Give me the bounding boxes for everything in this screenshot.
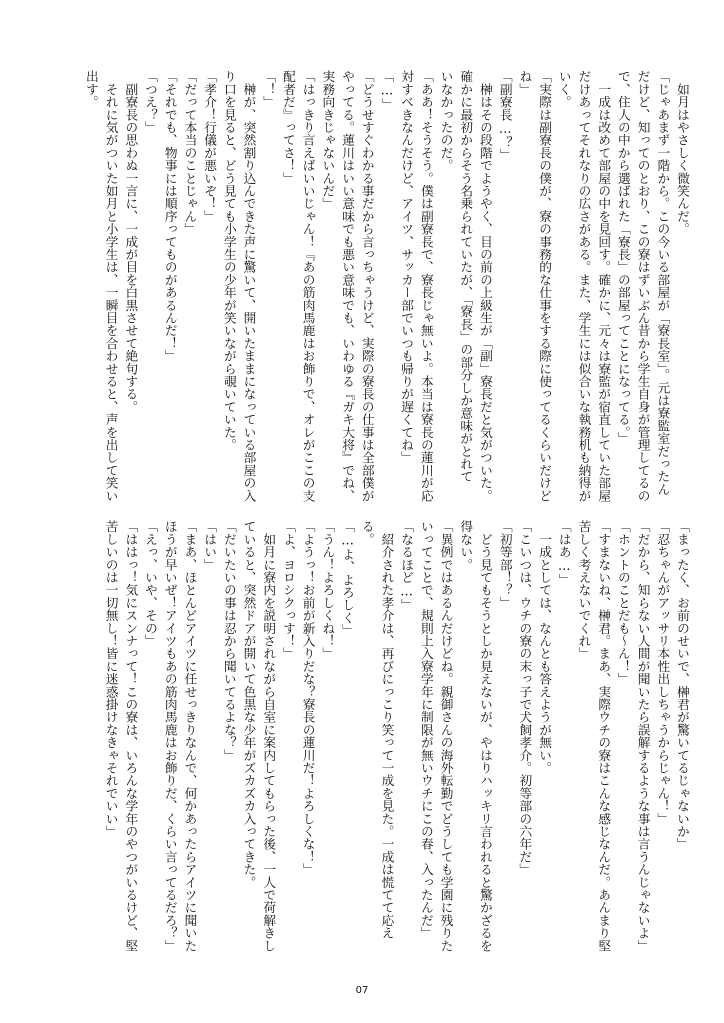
text-line: 対すべきなんだけど、アイツ、サッカー部でいつも帰りが遅くてね」 [399,70,415,464]
text-line: 「つえ？」 [143,70,159,134]
text-line: 「はっきり言えばいいじゃん！『あの筋肉馬鹿はお飾りで、オレがここの支 [300,70,316,502]
text-block-lower [101,520,692,952]
text-line: 「うん！よろしくね！」 [320,520,336,660]
text-line: 「だいたいの事は忍から聞いてるよな？」 [221,520,237,762]
text-line: 配者だ』ってさ！」 [280,70,296,185]
text-line: やってる。蓮川はいい意味でも悪い意味でも、いわゆる『ガキ大将』でね、 [340,70,356,502]
text-line: 「忍ちゃんがアッサリ本性出しちゃうからじゃん！」 [655,520,671,825]
text-line: 「ああ！そうそう。僕は副寮長で、寮長じゃ無いよ。本当は寮長の蓮川が応 [418,70,434,502]
text-line: 「じゃあまず一階から。この今いる部屋が「寮長室」。元は寮監室だったん [655,70,671,496]
text-line: 「はい」 [202,520,218,571]
text-line: 「ははっ！気にスンナって！この寮は、いろんな学年のやつがいるけど、堅 [123,520,139,952]
text-line: だけあってそれなりの広さがある。また、学生には似合いな執務机も納得が [576,70,592,502]
text-line: 「異例ではあるんだけどね。親御さんの海外転勤でどうしても学園に残りた [438,520,454,952]
text-line: 「よ、ヨロシクっす！」 [280,520,296,660]
text-line: 如月はやさしく微笑んだ。 [675,70,690,236]
text-line: る。 [359,520,375,546]
text-line: 「なるほど…」 [399,520,415,612]
text-line: 出す。 [83,70,99,109]
text-line: 「副寮長…？」 [497,70,513,162]
text-line: 「ようっ！お前が新入りだな？寮長の蓮川だ！よろしくな！」 [300,520,316,876]
text-line: 「ホントのことだも～ん！」 [615,520,631,686]
text-line: 実務向きじゃないんだ」 [320,70,336,210]
text-line: 「それでも、物事には順序ってものがあるんだ！」 [162,70,178,363]
text-line: ほうが早いぜ！アイツもあの筋肉馬鹿はお飾りだ、くらい言ってるだろ？」 [162,520,178,952]
text-line: いなかったのだ。 [438,70,454,172]
text-line: どう見てもそうとしか見えないが、やはりハッキリ言われると驚かざるを [477,520,493,952]
text-line: 「だって本当のことじゃん」 [182,70,198,236]
text-line: で、住人の中から選ばれた「寮長」の部屋ってことになってる。」 [615,70,631,445]
text-line: 「まあ、ほとんどアイツに任せっきりなんで、何かあったらアイツに聞いた [182,520,198,952]
text-line: 「…よ、よろしく」 [340,520,356,637]
text-line: それに気がついた如月と小学生は、一瞬目を合わせると、声を出して笑い [103,70,119,502]
text-line: 紹介された孝介は、再びにっこり笑って一成を見た。一成は慌てて応え [379,520,395,940]
text-line: 如月に寮内を説明されながら自室に案内してもらった後、一人で荷解きし [261,520,277,952]
text-line: 一成としては、なんとも答えようが無い。 [537,520,553,774]
text-line: 「孝介！行儀が悪いぞ！」 [202,70,218,223]
text-line: 「どうせすぐわかる事だから言っちゃうけど、実際の寮長の仕事は全部僕が [359,70,375,502]
text-line: いってことで、規則上入寮学年に制限が無いウチにこの春、入ったんだ」 [418,520,434,940]
text-line: ね」 [517,70,533,96]
text-line: 「実際は副寮長の僕が、寮の事務的な仕事をする際に使ってるくらいだけど [537,70,553,502]
text-line: 「すまないね、榊君。まあ、実際ウチの寮はこんな感じなんだ。あんまり堅 [596,520,612,952]
text-line: 「こいつは、ウチの寮の末っ子で犬飼孝介。初等部の六年だ」 [517,520,533,876]
text-line: 得ない。 [458,520,474,571]
text-line: 「…」 [379,70,395,111]
text-line: ていると、突然ドアが開いて色黒な少年がズカズカ入ってきた。 [241,520,257,889]
text-line: いく。 [556,70,572,109]
text-line: 「！」 [261,70,277,109]
text-line: 苦しく考えないでくれ」 [576,520,592,660]
text-line: 「だから、知らない人間が聞いたら誤解するような事は言うんじゃないよ」 [635,520,651,952]
page-number: 07 [355,985,369,996]
text-line: 一成は改めて部屋の中を見回す。確かに、元々は寮監が宿直していた部屋 [596,70,612,502]
text-line: 「まったく、お前のせいで、榊君が驚いてるじゃないか」 [675,520,690,851]
text-line: 副寮長の思わぬ一言に、一成が目を白黒させて絶句する。 [123,70,139,413]
text-line: 榊が、突然割り込んできた声に驚いて、開いたままになっている部屋の入 [241,70,257,502]
text-line: 榊はその段階でようやく、目の前の上級生が「副」寮長だと気がついた。 [477,70,493,502]
text-line: 「えっ、いや、その」 [143,520,159,647]
text-block-upper [81,70,692,500]
text-line: 「初等部！？」 [497,520,513,609]
text-line: だけど、知ってのとおり、この寮はずいぶん昔から学生自身が管理してるの [635,70,651,502]
text-line: 「はあ…」 [556,520,572,586]
text-line: 苦しいのは一切無し！皆に迷惑掛けなきゃそれでいい」 [103,520,119,838]
text-line: 確かに最初からそう名乗られていたが、「寮長」の部分しか意味がとれて [458,70,474,483]
text-line: り口を見ると、どう見ても小学生の少年が笑いながら覗いていた。 [221,70,237,451]
